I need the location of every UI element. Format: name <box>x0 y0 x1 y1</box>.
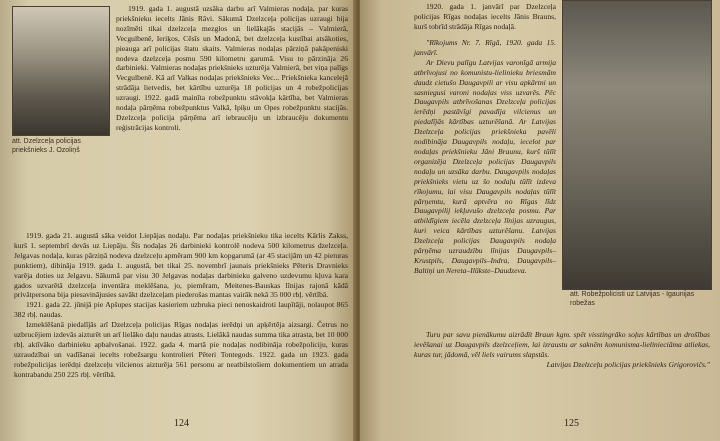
right-paragraph-2: "Rīkojums Nr. 7. Rīgā, 1920. gada 15. janvārī. <box>414 38 556 57</box>
border-guards-photo <box>562 0 712 290</box>
right-paragraph-4: Turu par savu pienākumu aizrādīt Braun kgm. spēt visstingrāko soļus kārtības un drošības ievēšanai uz Daugavpils dzelzceļiem, lai izraustu ar saknēm komunisma-lielinieciāma atliekas, kuras tur, jādomā, vēl liels vairums slapstās. <box>414 330 710 359</box>
portrait-photo <box>12 6 110 136</box>
left-paragraph-1: 1919. gada 1. augustā uzsāka darbu arī Valmieras nodaļa, par kuras priekšnieku iecelts Jānis Rāvi. Sākumā Dzelzceļa policijas uzraugi bija nozīmēti tikai dzelzceļa mezglos un lielākajās stacijās – Valmierā, Vecgulbenē, Ieriķos, Cēsīs un Madonā, bet dzelzceļa kustībai atsākoties, pieauga arī policijas štatu skaits. Valmieras nodaļas pārziņā pakāpeniski nodeva dzelzceļa posmu 590 kilometru garumā. Visu to pārzināja 26 darbinieki. Valmieras nodaļas priekšnieks uzturēja Valmierā, bet viņa palīgs Vecgulbenē. Kā arī Valkas nodaļas priekšnieks Vec... Priekšnieka kancelejā strādāja lietvedis, bet kārtību uzturēja 18 policijas un 4 robežpolicijas uzraugi. 1922. gadā mainīta robežpunktu stāvokļa kārtība, bet Valmieras nodaļa pārņēma robežpunktus Valkā, Ipiķu un Opes robežpunktu stacijās. Dzelzceļa policija pārņēma arī iebraucēju un izbraucēju dokumentu reģistrācijas kontroli. <box>116 4 348 132</box>
left-page <box>0 0 356 441</box>
right-photo-caption: att. Robežpolicisti uz Latvijas - Igaunijas robežas <box>570 291 695 307</box>
right-paragraph-5: Latvijas Dzelzceļu policijas priekšnieks Grigorovičs." <box>546 359 710 369</box>
left-paragraph-4: Izmeklēšanā piedalījās arī Dzelzceļa policijas Rīgas nodaļas ierēdņi un apķērtēja aizsargi. Četrus no uzbrucējiem izdevās aizturēt un arī lielāko daļu naudas atrasts. Lielākā naudas summa tika atrasta, bet 10 000 rbļ. aktīvāko darbinieku apbalvošanai. 1922. gada 4. martā pie nodaļas nodibināja robežpoliciju, kuras uzraudzībai un vadīšanai iecelts robežsargu kontrolieri Pēteri Tontegods. 1922. gada un 1923. gada robežpolicijas ierēdņi dzelzceļu vilcienos aizturēja 561 personu ar neatbilstošiem dokumentiem un atrada kontrabandu 250 225 rbļ. vērtībā. <box>14 320 348 379</box>
left-paragraph-2: 1919. gada 21. augustā sāka veidot Liepājas nodaļu. Par nodaļas priekšnieku tika iecelts Kārlis Zakss, kurš 1. septembrī devās uz Liepāju. Šīs nodaļas 26 darbinieki kontrolē nodeva 500 kilometrus dzelzceļa. Jelgavas nodaļa, kuras pārziņā nodeva dzelzceļu apmēram 900 km kopgarumā (ar 45 stacijām un 42 pieturas punktiem), dibināja 1919. gada 1. augustā, bet tikai 25. novembrī jaunais priekšnieks Pēteris Dravnieks varēja doties uz Jelgavu. Sākumā par visu 30 Jelgavas nodaļas darbinieku galveno uzdevumu kļuva kara gados uzvarētā dzelzceļa inventāra meklēšana, jo, piemēram, Meitenes-Bauskas līnijas rajonā kādā privātpersona bija piesavinājusies savākt dzelzceļam piederošas mantas vairāk nekā 35 000 rbļ. vērtībā. <box>14 231 348 300</box>
left-text-top <box>116 4 348 133</box>
right-text-top <box>414 2 556 32</box>
left-paragraph-3: 1921. gada 22. jūnijā pie Apšupes stacijas kasieriem uzbruka pieci nenoskaidroti laupītāji, nolaupot 865 382 rbļ. naudas. <box>14 300 348 320</box>
right-paragraph-1: 1920. gada 1. janvārī par Dzelzceļa policijas Rīgas nodaļas iecelts Jānis Brauns, kurš tobrīd strādāja Rīgas nodaļā. <box>414 2 556 31</box>
right-paragraph-3: Ar Dievu palīgu Latvijas varonīgā armija atbrīvojusi no komunistu-lielinieku briesmām daudz cietušo Daugavpili ar visu apkārtni un sasniegusi varoni nodaļas viss uzvarēs. Pēc Daugavpils atbrīvošanas Dzelzceļa policijas ierēdņi pastāvīgi pavadīja vilcienus un piedalījās kārtības uzturēšanā. Ar Latvijas Dzelzceļa policijas priekšnieka pavēli nodibināja Daugavpils nodaļu, iecelot par nodaļas priekšnieku Jāni Braunu, kurš tūlīt organizēja Dzelzceļa policijas Daugavpils nodaļu un uzsāka darbu. Daugavpils nodaļas priekšnieks vietu uz šo nodaļu tūlīt izdeva rīkojumu, lai visu Daugavpils nodaļas tūlīt pārņemtu, kurā aptvēra no Rīgas līdz Daugavpilij iekļuvušo dzelzceļa posmu. Par atbildīgiem iecēla dzelzceļa līnijas uzraugus, kuri veica kārtības uzturēšanu. Latvijas Dzelzceļa policijas Daugavpils nodaļa pārņēma uzraudzību līnijas Daugavpils–Krustpils, Daugavpils–Indra, Daugavpils–Baltiņi un Nereta–Ilūkste–Daudzeva. <box>414 57 556 275</box>
right-text-quote <box>414 38 556 276</box>
left-page-number: 124 <box>174 418 189 429</box>
left-photo-caption: att. Dzelzceļa policijas priekšnieks J. Ozoliņš <box>12 138 81 154</box>
left-text-bottom <box>14 231 348 380</box>
right-page <box>360 0 720 441</box>
right-text-bottom <box>414 330 710 370</box>
right-page-number: 125 <box>564 418 579 429</box>
